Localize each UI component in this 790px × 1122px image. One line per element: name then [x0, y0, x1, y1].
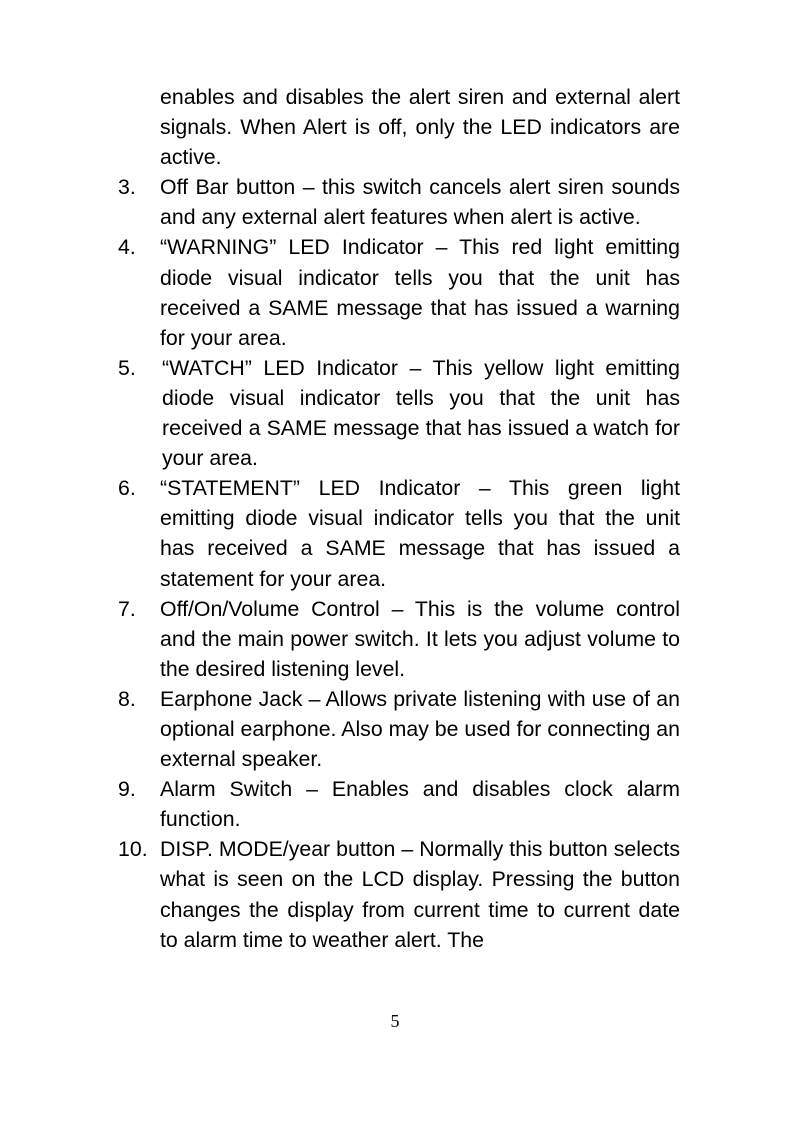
list-item-10: [118, 834, 680, 954]
list-item-text: Off Bar button – this switch cancels alert siren sounds and any external alert features when alert is active.: [160, 175, 680, 230]
page-number: 5: [390, 1011, 400, 1031]
list-item-6: [118, 473, 680, 593]
list-item-number: 8.: [118, 686, 136, 711]
list-item-number: 5.: [118, 355, 136, 380]
list-item-text: Earphone Jack – Allows private listening with use of an optional earphone. Also may be used for connecting an external speaker.: [160, 686, 680, 772]
list-item-7: [118, 594, 680, 684]
list-item-text: “WATCH” LED Indicator – This yellow light emitting diode visual indicator tells you that the unit has received a SAME message that has issued a watch for your area.: [162, 355, 680, 471]
list-item-8: [118, 684, 680, 774]
list-item-5: [118, 353, 680, 473]
list-item-number: 3.: [118, 175, 136, 200]
list-item-text: DISP. MODE/year button – Normally this button selects what is seen on the LCD display. Pressing the button changes the display from current time to current date to alarm time to weather alert. The: [160, 837, 680, 952]
list-item-number: 10.: [118, 837, 148, 862]
instruction-list: [118, 82, 680, 955]
list-item-9: [118, 774, 680, 834]
list-item-number: 6.: [118, 476, 136, 501]
list-item-3: [118, 172, 680, 232]
list-item-text: Alarm Switch – Enables and disables clock alarm function.: [160, 777, 680, 832]
list-item-number: 4.: [118, 235, 136, 260]
continued-paragraph: enables and disables the alert siren and external alert signals. When Alert is off, only the LED indicators are active.: [160, 85, 680, 170]
list-item-text: “WARNING” LED Indicator – This red light emitting diode visual indicator tells you that the unit has received a SAME message that has issued a warning for your area.: [160, 235, 680, 350]
list-item-4: [118, 232, 680, 352]
list-item-number: 9.: [118, 777, 136, 802]
list-item-text: “STATEMENT” LED Indicator – This green light emitting diode visual indicator tells you that the unit has received a SAME message that has issued a statement for your area.: [160, 476, 680, 591]
list-item-number: 7.: [118, 596, 136, 621]
list-item-text: Off/On/Volume Control – This is the volume control and the main power switch. It lets you adjust volume to the desired listening level.: [160, 596, 680, 681]
